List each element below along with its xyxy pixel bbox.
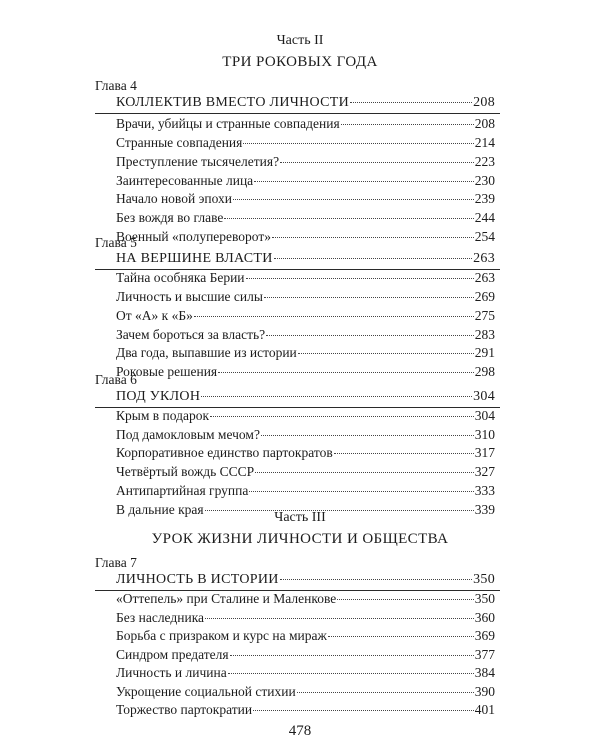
chapter-title: КОЛЛЕКТИВ ВМЕСТО ЛИЧНОСТИ [116,95,350,110]
entry-title: Торжество партократии [116,702,253,717]
page-ref: 304 [473,389,495,404]
entry-title: Начало новой эпохи [116,191,232,206]
entry-page: 360 [474,610,495,625]
entry-page: 317 [474,445,495,460]
entry-page: 208 [474,116,495,131]
entry-title: В дальние края [116,502,204,517]
entry-page: 263 [474,270,495,285]
entry-title: Укрощение социальной стихии [116,684,296,699]
toc-entry [116,154,495,173]
entry-page: 230 [474,173,495,188]
entry-page: 223 [474,154,495,169]
toc-entry [116,173,495,192]
entry-page: 401 [474,702,495,717]
entry-title: Преступление тысячелетия? [116,154,280,169]
toc-entry [116,345,495,364]
entry-title: Корпоративное единство партократов [116,445,333,460]
entry-page: 269 [474,289,495,304]
entry-title: «Оттепель» при Сталине и Маленкове [116,591,337,606]
chapter-4-title-row [116,95,495,114]
chapter-5-title-row [116,251,495,270]
part-3-label: Часть III [274,510,326,525]
part-2-label: Часть II [276,33,324,48]
entry-page: 390 [474,684,495,699]
entry-page: 350 [474,591,495,606]
toc-entry [116,327,495,346]
entry-title: Заинтересованные лица [116,173,254,188]
entry-title: Два года, выпавшие из истории [116,345,297,360]
chapter-5-label: Глава 5 [95,235,137,250]
toc-entry [116,427,495,446]
toc-entry [116,210,495,229]
toc-entry [116,610,495,629]
toc-entry [116,464,495,483]
chapter-title: НА ВЕРШИНЕ ВЛАСТИ [116,251,273,266]
entry-page: 283 [474,327,495,342]
entry-page: 333 [474,483,495,498]
toc-entry [116,591,495,610]
toc-entry [116,116,495,135]
entry-title: Крым в подарок [116,408,209,423]
toc-entry [116,191,495,210]
entry-title: Четвёртый вождь СССР [116,464,255,479]
chapter-7-label: Глава 7 [95,555,137,570]
entry-title: Тайна особняка Берии [116,270,245,285]
toc-entry [116,408,495,427]
entry-page: 310 [474,427,495,442]
toc-entry [116,364,495,383]
entry-page: 291 [474,345,495,360]
toc-entry [116,270,495,289]
page-ref: 208 [473,95,495,110]
chapter-title: ПОД УКЛОН [116,389,201,404]
part-3-title: УРОК ЖИЗНИ ЛИЧНОСТИ И ОБЩЕСТВА [151,531,449,547]
chapter-6-label: Глава 6 [95,372,137,387]
entry-title: Антипартийная группа [116,483,249,498]
entry-title: Военный «полупереворот» [116,229,272,244]
entry-title: Борьба с призраком и курс на мираж [116,628,327,643]
toc-entry [116,702,495,721]
entry-title: Под дамокловым мечом? [116,427,260,442]
entry-page: 254 [474,229,495,244]
entry-title: Личность и личина [116,665,227,680]
entry-page: 275 [474,308,495,323]
toc-entry [116,445,495,464]
entry-title: Зачем бороться за власть? [116,327,266,342]
page-ref: 263 [473,251,495,266]
toc-entry [116,684,495,703]
page-number: 478 [288,723,312,739]
toc-entry [116,628,495,647]
entry-page: 298 [474,364,495,379]
entry-title: Личность и высшие силы [116,289,263,304]
chapter-divider [95,113,500,114]
entry-title: Странные совпадения [116,135,243,150]
chapter-7-title-row [116,572,495,591]
entry-page: 369 [474,628,495,643]
toc-entry [116,229,495,248]
entry-page: 327 [474,464,495,479]
entry-title: От «А» к «Б» [116,308,193,323]
entry-page: 244 [474,210,495,225]
entry-title: Без вождя во главе [116,210,224,225]
part-2-title: ТРИ РОКОВЫХ ГОДА [222,54,378,70]
toc-entry [116,308,495,327]
toc-entry [116,647,495,666]
toc-entry [116,289,495,308]
entry-page: 377 [474,647,495,662]
chapter-4-label: Глава 4 [95,78,137,93]
entry-page: 214 [474,135,495,150]
entry-page: 384 [474,665,495,680]
entry-title: Синдром предателя [116,647,229,662]
entry-page: 339 [474,502,495,517]
chapter-title: ЛИЧНОСТЬ В ИСТОРИИ [116,572,279,587]
entry-page: 304 [474,408,495,423]
toc-entry [116,135,495,154]
entry-page: 239 [474,191,495,206]
toc-entry [116,665,495,684]
entry-title: Роковые решения [116,364,218,379]
entry-title: Без наследника [116,610,205,625]
page-ref: 350 [473,572,495,587]
entry-title: Врачи, убийцы и странные совпадения [116,116,340,131]
chapter-6-title-row [116,389,495,408]
toc-entry [116,483,495,502]
